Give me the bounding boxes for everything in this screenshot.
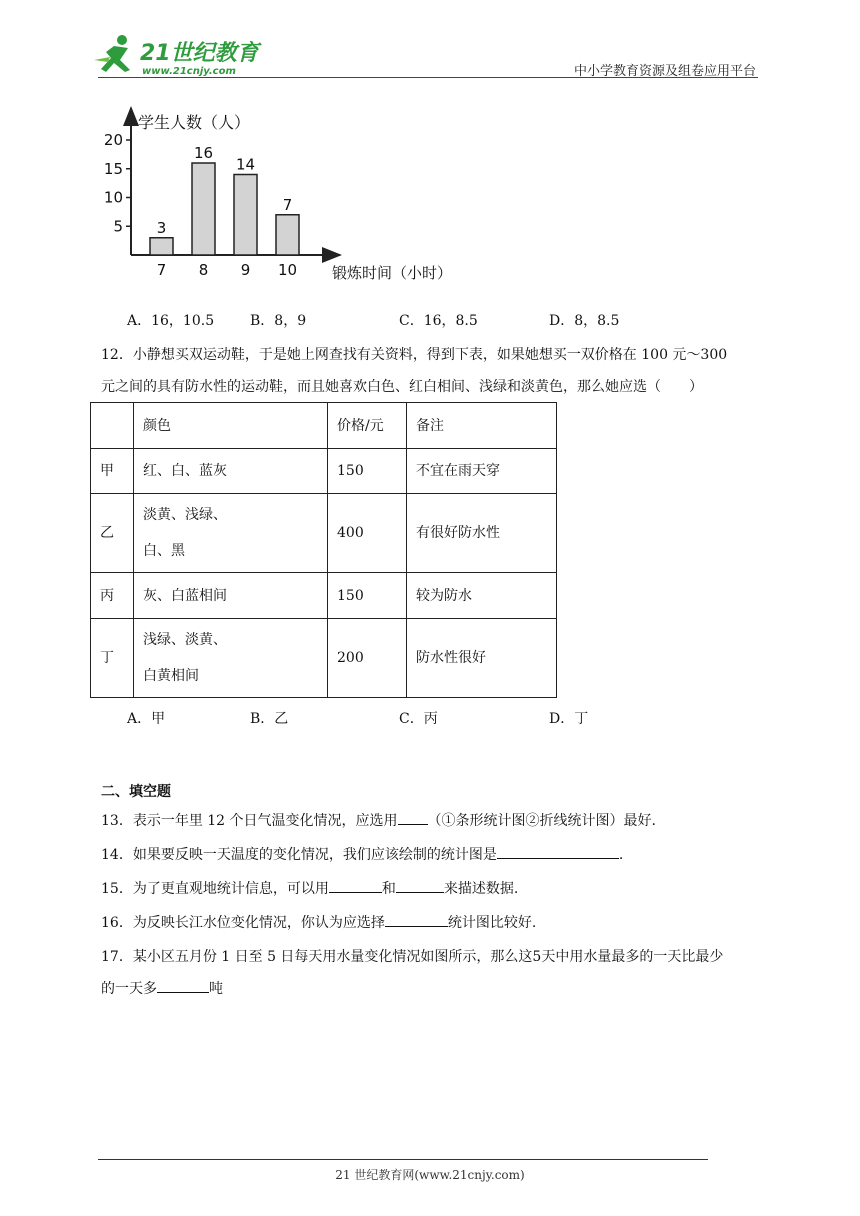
bar-value-label: 16 — [193, 144, 214, 162]
runner-logo-icon — [94, 35, 130, 72]
footer-text: 21 世纪教育网(www.21cnjy.com) — [335, 1168, 525, 1182]
row-price: 150 — [328, 573, 407, 619]
y-tick-label: 15 — [103, 159, 123, 178]
table-header-price: 价格/元 — [328, 403, 407, 449]
shoe-table — [90, 402, 557, 698]
q11-option-a[interactable]: A．16，10.5 — [127, 313, 215, 329]
q15-text-post: 来描述数据. — [443, 881, 519, 897]
q12-option-a[interactable]: A．甲 — [127, 711, 166, 727]
x-tick-label: 8 — [198, 261, 209, 279]
row-color: 灰、白蓝相间 — [134, 573, 328, 619]
question-13 — [101, 810, 656, 830]
bar-value-label: 7 — [282, 195, 293, 214]
row-color-line2: 白黄相间 — [143, 668, 199, 684]
row-price: 200 — [328, 619, 407, 698]
logo-text: 21世纪教育 — [140, 41, 259, 66]
question-15 — [101, 878, 518, 898]
q12-option-b[interactable]: B．乙 — [250, 711, 289, 727]
table-row — [91, 449, 557, 494]
table-header-cell — [91, 403, 134, 449]
row-note: 有很好防水性 — [407, 494, 557, 573]
bar — [276, 215, 299, 255]
q12-stem-line1: 12．小静想买双运动鞋，于是她上网查找有关资料，得到下表，如果她想买一双价格在 100 元～300 — [101, 347, 728, 363]
table-row — [91, 494, 557, 573]
row-name: 乙 — [91, 494, 134, 573]
row-note: 不宜在雨天穿 — [407, 449, 557, 494]
table-header-note: 备注 — [407, 403, 557, 449]
q16-text-pre: 16．为反映长江水位变化情况，你认为应选择 — [101, 915, 385, 931]
row-price: 400 — [328, 494, 407, 573]
row-color — [134, 619, 328, 698]
platform-name: 中小学教育资源及组卷应用平台 — [573, 64, 756, 79]
q11-option-c[interactable]: C．16，8.5 — [399, 313, 478, 329]
y-axis-label: 学生人数（人） — [138, 113, 251, 132]
q13-answer-blank[interactable] — [398, 812, 428, 825]
q17-text-post: 吨 — [209, 981, 223, 997]
q17-text-pre: 的一天多 — [101, 981, 157, 997]
question-17-line1: 17．某小区五月份 1 日至 5 日每天用水量变化情况如图所示，那么这5天中用水量最多的一天比最少 — [101, 949, 724, 965]
bar-value-label: 3 — [156, 218, 167, 237]
q15-text-pre: 15．为了更直观地统计信息，可以用 — [101, 881, 329, 897]
table-row — [91, 619, 557, 698]
row-color: 红、白、蓝灰 — [134, 449, 328, 494]
y-tick-label: 20 — [103, 131, 123, 149]
site-logo — [92, 30, 262, 80]
table-header-row — [91, 403, 557, 449]
exercise-time-bar-chart — [100, 100, 450, 300]
row-color — [134, 494, 328, 573]
q13-text-pre: 13．表示一年里 12 个日气温变化情况，应选用 — [101, 813, 398, 829]
question-16 — [101, 912, 536, 932]
q14-answer-blank[interactable] — [497, 846, 619, 859]
row-color-line1: 浅绿、淡黄、 — [143, 632, 227, 648]
q11-option-d[interactable]: D．8，8.5 — [549, 313, 620, 329]
row-note: 较为防水 — [407, 573, 557, 619]
question-14 — [101, 844, 623, 864]
row-color-line2: 白、黑 — [143, 543, 185, 559]
x-tick-label: 7 — [156, 261, 167, 279]
q13-text-post: （①条形统计图②折线统计图）最好. — [427, 813, 656, 829]
x-tick-label: 10 — [277, 261, 298, 279]
footer-divider — [98, 1159, 708, 1160]
row-color-line1: 淡黄、浅绿、 — [143, 507, 227, 523]
q15-text-mid: 和 — [381, 881, 396, 897]
q12-stem-line2: 元之间的具有防水性的运动鞋，而且她喜欢白色、红白相间、浅绿和淡黄色，那么她应选（ ） — [101, 379, 703, 395]
q15-answer-blank-2[interactable] — [396, 880, 444, 893]
q12-option-d[interactable]: D．丁 — [549, 711, 589, 727]
q16-text-post: 统计图比较好. — [447, 915, 537, 931]
q17-answer-blank[interactable] — [157, 980, 209, 993]
table-header-color: 颜色 — [134, 403, 328, 449]
bar-value-label: 14 — [235, 155, 256, 174]
q15-answer-blank-1[interactable] — [329, 880, 382, 893]
row-name: 甲 — [91, 449, 134, 494]
row-name: 丁 — [91, 619, 134, 698]
row-name: 丙 — [91, 573, 134, 619]
y-tick-label: 5 — [113, 217, 123, 236]
row-price: 150 — [328, 449, 407, 494]
q14-text-post: . — [618, 847, 624, 863]
q11-option-b[interactable]: B．8，9 — [250, 313, 307, 329]
table-row — [91, 573, 557, 619]
logo-url: www.21cnjy.com — [142, 66, 236, 77]
x-axis-label: 锻炼时间（小时） — [332, 264, 450, 282]
x-tick-label: 9 — [240, 261, 251, 279]
bar — [150, 238, 173, 255]
q16-answer-blank[interactable] — [385, 914, 448, 927]
row-note: 防水性很好 — [407, 619, 557, 698]
q14-text-pre: 14．如果要反映一天温度的变化情况，我们应该绘制的统计图是 — [101, 847, 497, 863]
header-divider — [98, 77, 758, 78]
bar — [192, 163, 215, 255]
question-17-line2 — [101, 978, 223, 998]
bar — [234, 175, 257, 256]
y-tick-label: 10 — [103, 188, 123, 207]
q12-option-c[interactable]: C．丙 — [399, 711, 438, 727]
section-title: 二、填空题 — [101, 784, 171, 800]
